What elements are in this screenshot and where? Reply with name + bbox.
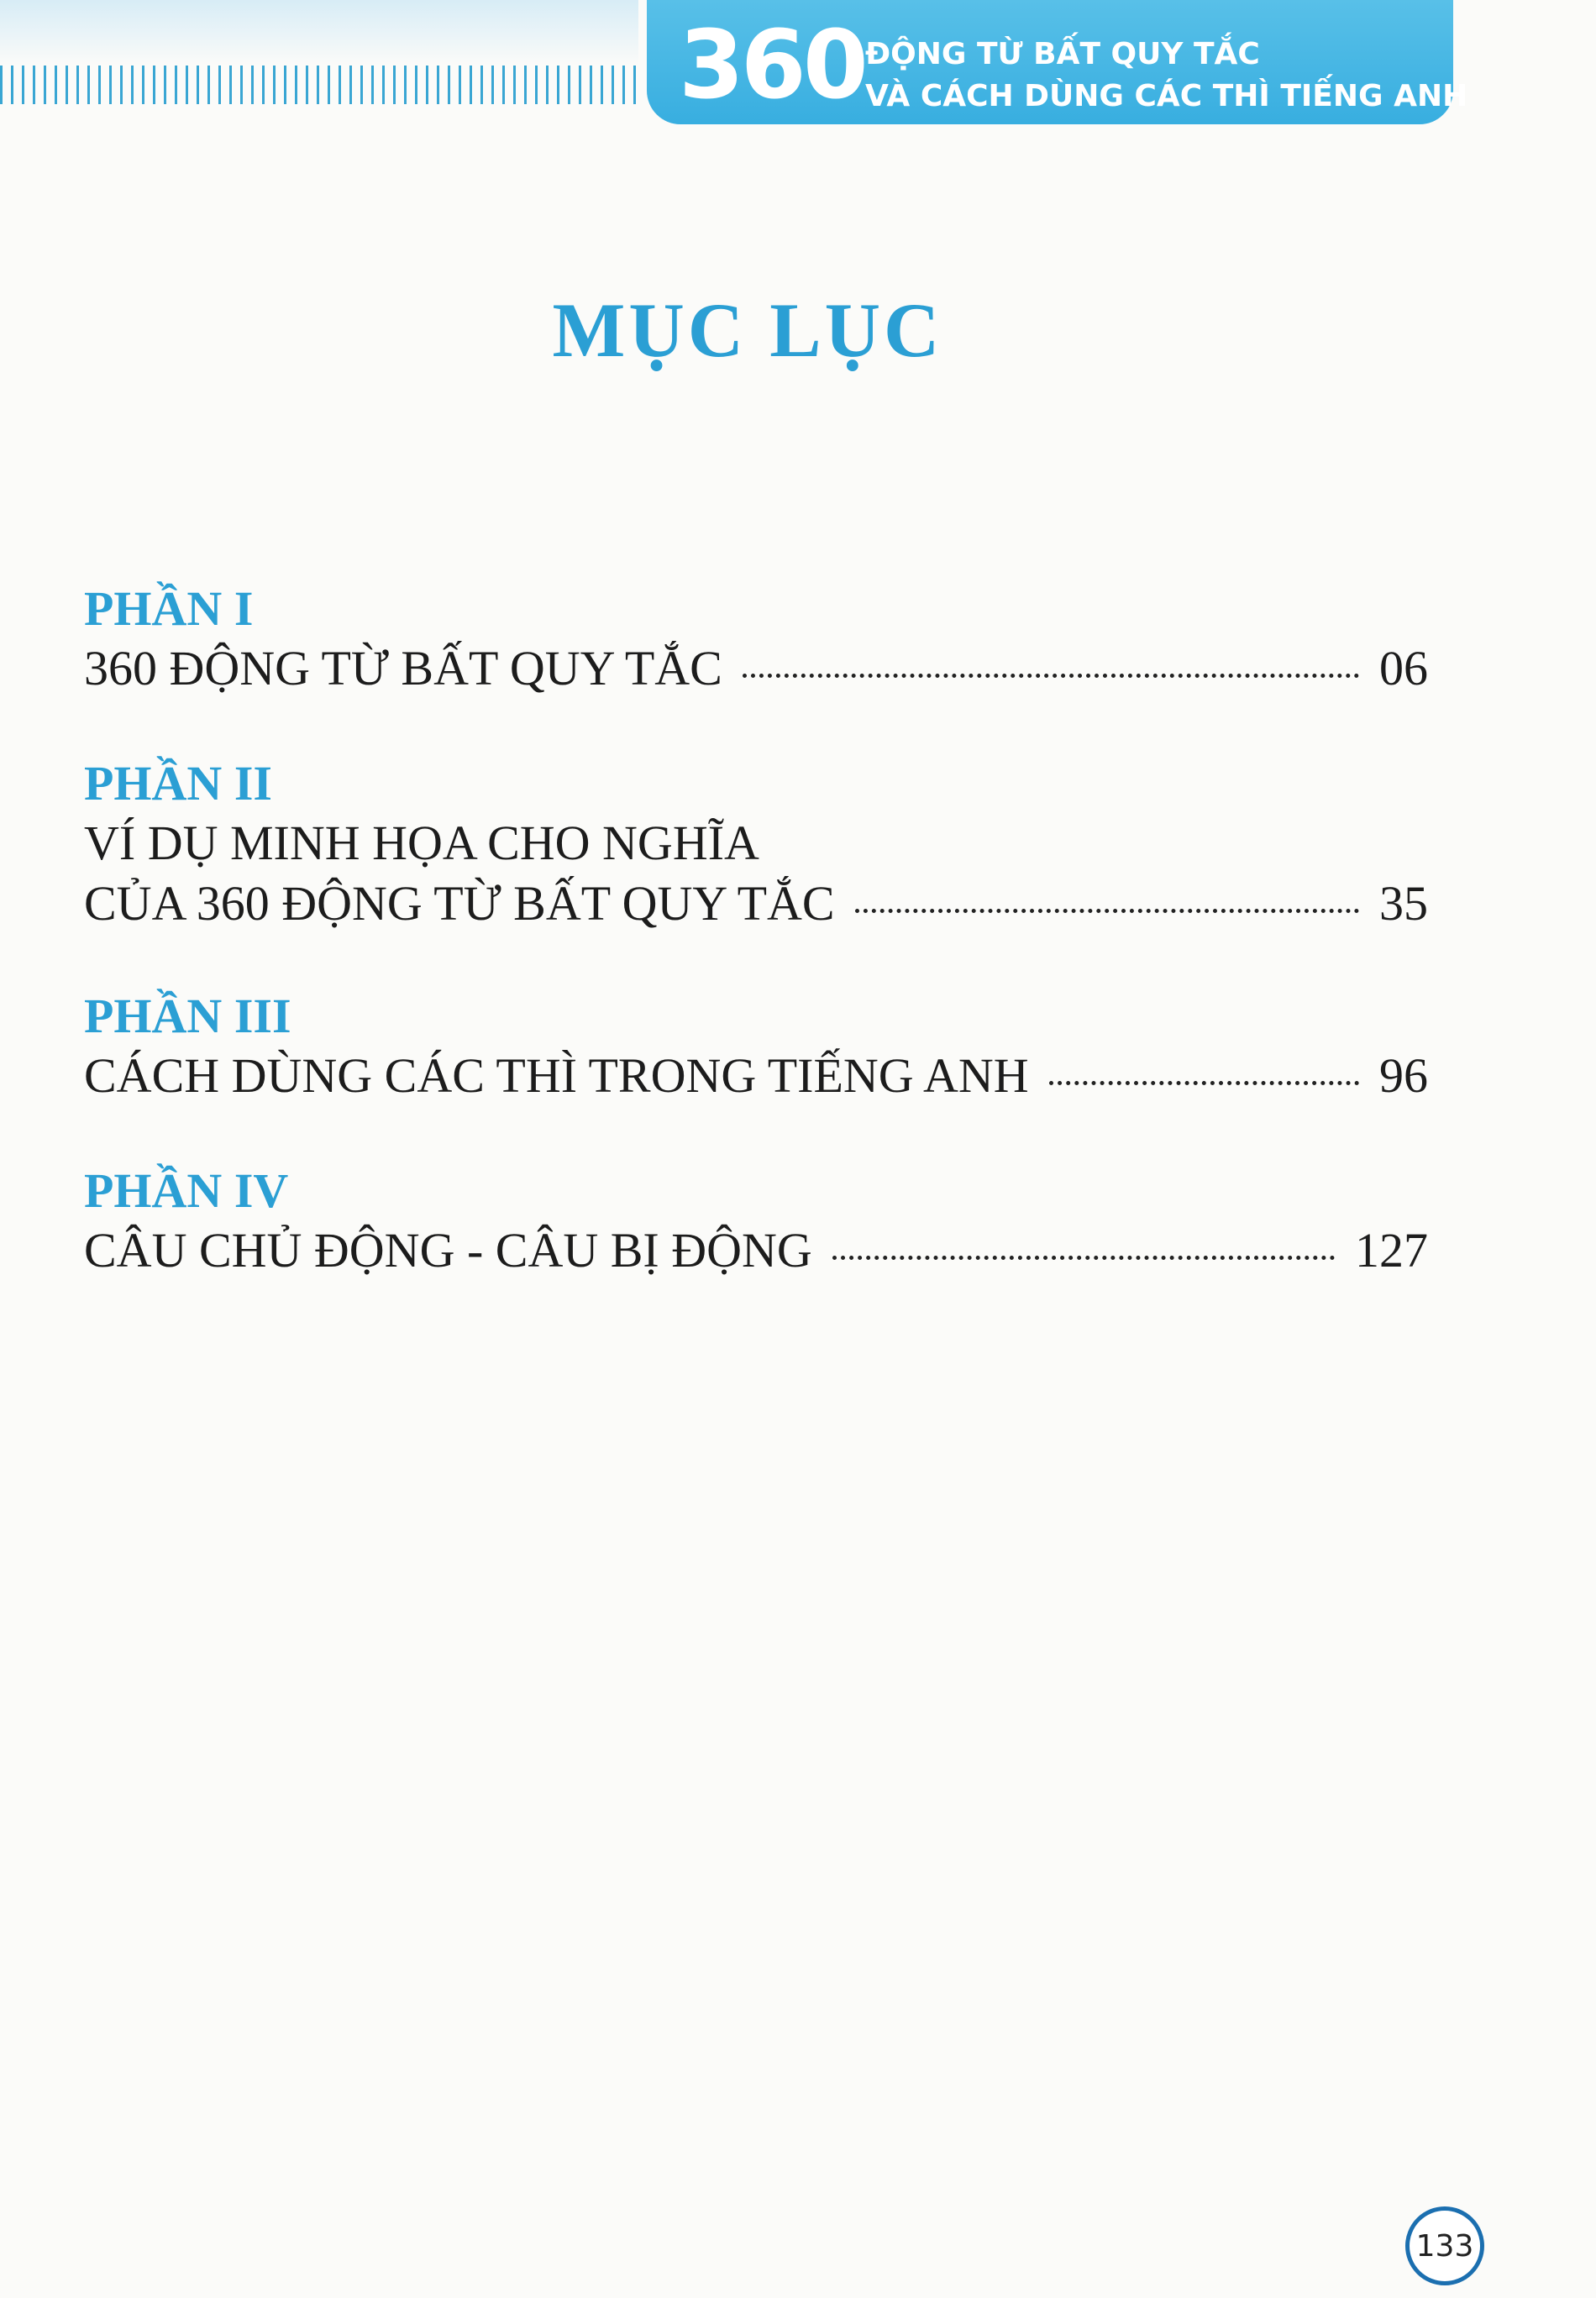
- toc-entry[interactable]: [84, 638, 1428, 700]
- entry-page-number: 96: [1379, 1047, 1428, 1103]
- banner-subtitle-line2: VÀ CÁCH DÙNG CÁC THÌ TIẾNG ANH: [865, 79, 1468, 113]
- toc-entry[interactable]: [84, 1220, 1428, 1282]
- header-banner: [647, 0, 1468, 124]
- entry-page-number: 127: [1355, 1222, 1428, 1278]
- header-stripes: [0, 66, 638, 104]
- toc-entry[interactable]: [84, 1046, 1428, 1107]
- banner-subtitle-line1: ĐỘNG TỪ BẤT QUY TẮC: [865, 37, 1260, 71]
- part-label: PHẦN I: [84, 581, 254, 636]
- toc-section-3: [84, 987, 1428, 1106]
- entry-title: CÁCH DÙNG CÁC THÌ TRONG TIẾNG ANH: [84, 1047, 1029, 1103]
- page-title: MỤC LỤC: [552, 287, 943, 373]
- dot-leader: [832, 1256, 1335, 1260]
- toc-section-4: [84, 1162, 1428, 1281]
- banner-number: 360: [679, 11, 865, 120]
- toc-entry[interactable]: [84, 874, 1428, 935]
- part-label: PHẦN III: [84, 989, 291, 1043]
- toc-section-2: [84, 754, 1428, 935]
- part-label: PHẦN II: [84, 756, 272, 811]
- entry-title: CỦA 360 ĐỘNG TỪ BẤT QUY TẮC: [84, 876, 835, 931]
- entry-page-number: 06: [1379, 640, 1428, 695]
- dot-leader: [743, 674, 1359, 678]
- entry-title: 360 ĐỘNG TỪ BẤT QUY TẮC: [84, 640, 722, 695]
- header-fade: [0, 0, 638, 66]
- entry-title-line: VÍ DỤ MINH HỌA CHO NGHĨA: [84, 815, 759, 870]
- entry-title: CÂU CHỦ ĐỘNG - CÂU BỊ ĐỘNG: [84, 1222, 812, 1278]
- toc-section-1: [84, 580, 1428, 699]
- entry-page-number: 35: [1379, 876, 1428, 931]
- dot-leader: [1049, 1081, 1359, 1085]
- dot-leader: [855, 909, 1359, 913]
- page-number-badge: 133: [1405, 2206, 1484, 2285]
- part-label: PHẦN IV: [84, 1163, 289, 1218]
